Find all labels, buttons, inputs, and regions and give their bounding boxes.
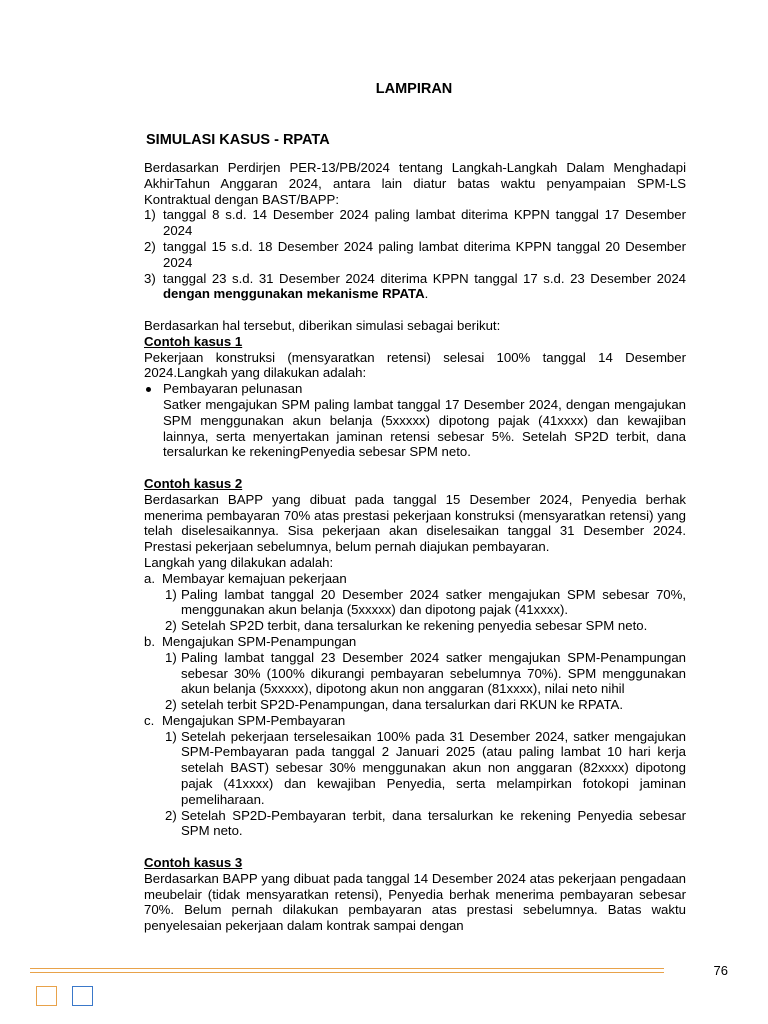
blue-square-icon <box>72 986 93 1006</box>
intro-paragraph: Berdasarkan Perdirjen PER-13/PB/2024 tentang Langkah-Langkah Dalam Menghadapi AkhirTahun Anggaran 2024, antara lain diatur batas waktu penyampaian SPM-LS Kontraktual dengan BAST/BAPP: <box>144 160 686 207</box>
case-2-title: Contoh kasus 2 <box>144 475 243 491</box>
case-1-text: Pekerjaan konstruksi (mensyaratkan retensi) selesai 100% tanggal 14 Desember 2024.Langkah yang dilakukan adalah: <box>144 349 686 381</box>
step-c <box>144 713 686 729</box>
step-c-item-2 <box>144 808 686 840</box>
case-1-bullet <box>144 381 686 460</box>
case-3-title: Contoh kasus 3 <box>144 855 243 871</box>
step-a-item-2 <box>144 618 686 634</box>
intro-list-item <box>144 271 686 303</box>
step-title: Mengajukan SPM-Pembayaran <box>162 712 346 728</box>
list-item-text <box>163 271 686 303</box>
list-marker: 1) <box>144 207 156 223</box>
step-a-item-1 <box>144 587 686 619</box>
list-item-text: Setelah pekerjaan terselesaikan 100% pada 31 Desember 2024, satker mengajukan SPM-Pembayaran pada tanggal 2 Januari 2025 (atau paling lambat 10 hari kerja setelah BAST) sebesar 30% menggunakan akun non anggaran (82xxxx) dipotong pajak (41xxxx) dan kewajiban Penyedia, serta melampirkan fotokopi jaminan pemeliharaan. <box>181 728 686 807</box>
list-marker: 2) <box>144 238 156 254</box>
list-item-text: Paling lambat tanggal 20 Desember 2024 satker mengajukan SPM sebesar 70%, menggunakan akun belanja (5xxxxx) dan dipotong pajak (41xxxx). <box>181 586 686 618</box>
case-3-text: Berdasarkan BAPP yang dibuat pada tanggal 14 Desember 2024 atas pekerjaan pengadaan meubelair (tidak mensyaratkan retensi), Penyedia berhak menerima pembayaran sebesar 70%. Belum pernah dilakukan pembayaran atas prestasi sebelumnya. Batas waktu penyelesaian pekerjaan dalam kontrak sampai dengan <box>144 870 686 934</box>
bullet-title: Pembayaran pelunasan <box>163 381 303 397</box>
step-a <box>144 571 686 587</box>
case-1-title: Contoh kasus 1 <box>144 333 243 349</box>
list-item-text: Setelah SP2D-Pembayaran terbit, dana tersalurkan ke rekening Penyedia sebesar SPM neto. <box>181 807 686 839</box>
bullet-text: Satker mengajukan SPM paling lambat tanggal 17 Desember 2024, dengan mengajukan SPM menggunakan akun belanja (5xxxxx) dipotong pajak (41xxxx) dan kewajiban lainnya, serta menyertakan jaminan retensi sebesar 5%. Setelah SP2D terbit, dana tersalurkan ke rekeningPenyedia sebesar SPM neto. <box>163 396 686 460</box>
list-marker: 3) <box>144 270 156 286</box>
list-item-text: setelah terbit SP2D-Penampungan, dana tersalurkan dari RKUN ke RPATA. <box>181 697 623 713</box>
step-marker: a. <box>144 570 155 586</box>
list-item-text: Setelah SP2D terbit, dana tersalurkan ke rekening penyedia sebesar SPM neto. <box>181 618 648 634</box>
list-item-text: tanggal 15 s.d. 18 Desember 2024 paling lambat diterima KPPN tanggal 20 Desember 2024 <box>163 238 686 270</box>
footer-divider <box>30 968 664 973</box>
document-body <box>144 160 686 934</box>
step-b <box>144 634 686 650</box>
step-b-item-1 <box>144 650 686 697</box>
list-marker: 1) <box>165 586 177 602</box>
step-title: Mengajukan SPM-Penampungan <box>162 633 357 649</box>
list-marker: 1) <box>165 728 177 744</box>
section-title: SIMULASI KASUS - RPATA <box>146 132 330 148</box>
list-marker: 2) <box>165 697 177 713</box>
step-title: Membayar kemajuan pekerjaan <box>162 570 347 586</box>
page-heading: LAMPIRAN <box>375 81 453 97</box>
list-item-text: Paling lambat tanggal 23 Desember 2024 satker mengajukan SPM-Penampungan sebesar 30% (100% dikurangi pembayaran sebelumnya 70%). SPM menggunakan akun belanja (5xxxxx), dipotong akun non anggaran (81xxxx), nilai neto nihil <box>181 649 686 697</box>
page-number: 76 <box>713 963 728 978</box>
case-2-text: Berdasarkan BAPP yang dibuat pada tanggal 15 Desember 2024, Penyedia berhak menerima pembayaran 70% atas prestasi pekerjaan konstruksi (mensyaratkan retensi) yang telah diselesaikannya. Sisa pekerjaan akan diselesaikan tanggal 31 Desember 2024. Prestasi pekerjaan sebelumnya, belum pernah diajukan pembayaran. <box>144 491 686 555</box>
bullet-icon <box>146 387 151 392</box>
step-c-item-1 <box>144 729 686 808</box>
rpata-emphasis: dengan menggunakan mekanisme RPATA <box>163 286 425 302</box>
orange-square-icon <box>36 986 57 1006</box>
list-marker: 2) <box>165 807 177 823</box>
case-2-steps-intro: Langkah yang dilakukan adalah: <box>144 554 334 570</box>
list-item-text: tanggal 8 s.d. 14 Desember 2024 paling lambat diterima KPPN tanggal 17 Desember 2024 <box>163 207 686 239</box>
list-marker: 2) <box>165 618 177 634</box>
intro-list-item <box>144 207 686 239</box>
step-marker: b. <box>144 633 155 649</box>
list-item-text-tail: . <box>424 286 429 302</box>
simulation-intro: Berdasarkan hal tersebut, diberikan simulasi sebagai berikut: <box>144 317 501 333</box>
list-item-text-part: tanggal 23 s.d. 31 Desember 2024 diterima KPPN tanggal 17 s.d. 23 Desember 2024 <box>163 270 686 286</box>
list-marker: 1) <box>165 649 177 665</box>
step-marker: c. <box>144 712 155 728</box>
intro-list-item <box>144 239 686 271</box>
step-b-item-2 <box>144 697 686 713</box>
